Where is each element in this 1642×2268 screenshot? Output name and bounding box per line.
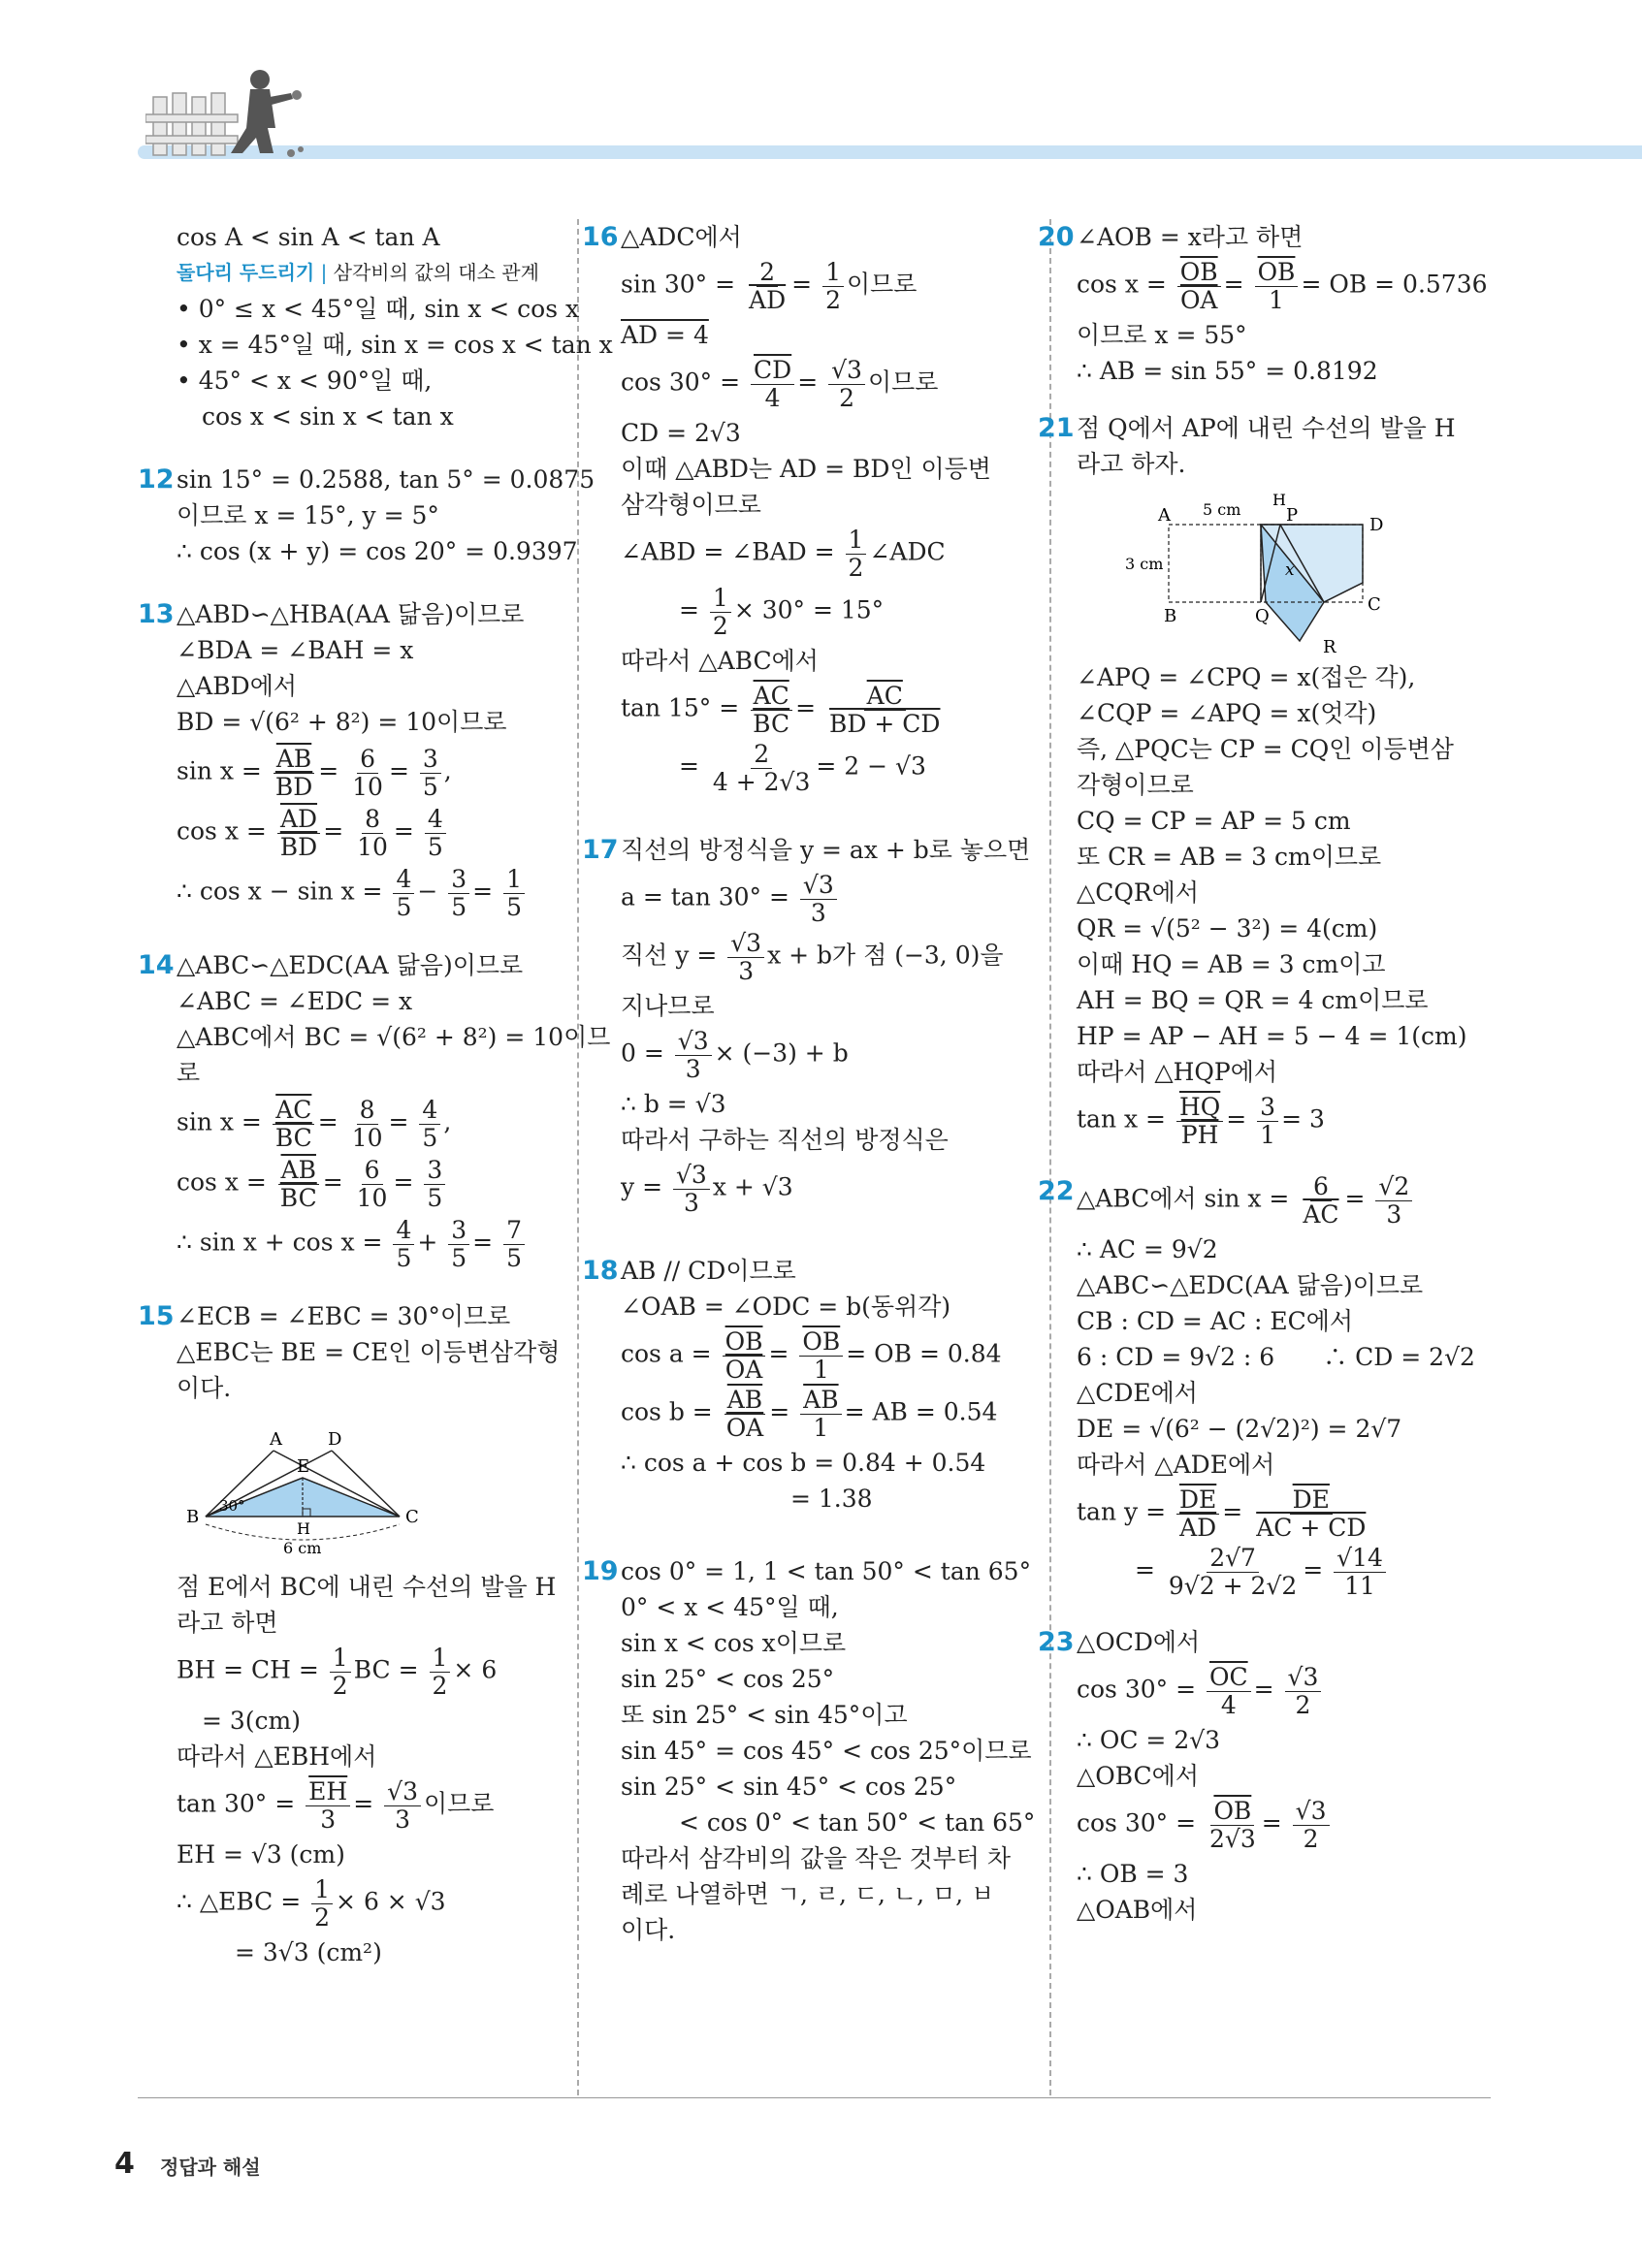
page-number: 4 — [114, 2147, 135, 2181]
text-line: ∴ b = √3 — [621, 1090, 726, 1118]
equation: sin 30° = $\frac{2}{AD}$ = $\frac{1}{2}$ 이므로 — [621, 258, 918, 314]
text-line: sin 45° = cos 45° < cos 25°이므로 — [621, 1737, 1032, 1765]
text-line: 직선의 방정식을 y = ax + b로 놓으면 — [621, 836, 1031, 864]
text-line: ∠BDA = ∠BAH = x — [177, 636, 414, 664]
text-line: △OAB에서 — [1077, 1896, 1198, 1924]
text-line: < cos 0° < tan 50° < tan 65° — [679, 1808, 1036, 1837]
text-line: △ABC∽△EDC(AA 닮음)이므로 — [177, 951, 524, 979]
text-line: 로 — [177, 1059, 201, 1087]
text-line: △OCD에서 — [1077, 1628, 1201, 1656]
text-line: sin x < cos x이므로 — [621, 1629, 847, 1657]
equation: 직선 y = $\frac{√3}{3}$ x + b가 점 (−3, 0)을 — [621, 929, 1004, 985]
column-separator-1 — [577, 219, 579, 2095]
text-line: ∴ AC = 9√2 — [1077, 1235, 1218, 1263]
equation: BH = CH = $\frac{1}{2}$ BC = $\frac{1}{2}$ × 6 — [177, 1644, 498, 1700]
problem-number: 16 — [582, 222, 619, 252]
equation: tan x = $\frac{\overline{HQ}}{PH}$ = $\frac{3}{1}$ = 3 — [1077, 1093, 1325, 1149]
problem-number: 15 — [138, 1301, 175, 1331]
label-A: A — [270, 1429, 282, 1450]
text-line: △ADC에서 — [621, 223, 742, 251]
answer-20 — [1038, 219, 1494, 389]
text-line: cos 0° = 1, 1 < tan 50° < tan 65° — [621, 1557, 1032, 1585]
text-line: AH = BQ = QR = 4 cm이므로 — [1077, 986, 1429, 1014]
text-line: ∠APQ = ∠CPQ = x(접은 각), — [1077, 663, 1416, 691]
equation: tan y = $\frac{\overline{DE}}{AD}$ = $\frac{\overline{DE}}{AC + CD}$ — [1077, 1485, 1367, 1542]
text-line: 삼각형이므로 — [621, 491, 761, 519]
text-line: ∠ECB = ∠EBC = 30°이므로 — [177, 1302, 511, 1330]
text-line: △ABC에서 BC = √(6² + 8²) = 10이므 — [177, 1023, 611, 1051]
label-H: H — [297, 1519, 310, 1538]
text-line: AB // CD이므로 — [621, 1257, 796, 1285]
text-line: CQ = CP = AP = 5 cm — [1077, 807, 1351, 835]
text-line: △ABC∽△EDC(AA 닮음)이므로 — [1077, 1271, 1424, 1299]
equation: cos 30° = $\frac{\overline{OC}}{4}$ = $\frac{√3}{2}$ — [1077, 1664, 1494, 1718]
text-line: 또 CR = AB = 3 cm이므로 — [1077, 843, 1382, 871]
column-3 — [1038, 219, 1494, 1945]
text-line: 점 Q에서 AP에 내린 수선의 발을 H — [1077, 414, 1456, 442]
text-line: sin 15° = 0.2588, tan 5° = 0.0875 — [177, 465, 596, 494]
text-line: 따라서 △EBH에서 — [177, 1742, 377, 1771]
text-line: 이므로 x = 55° — [1077, 321, 1247, 349]
text-line: 이다. — [177, 1374, 232, 1402]
gardener-fence-illustration — [145, 58, 310, 165]
text-line: ∠OAB = ∠ODC = b(동위각) — [621, 1293, 951, 1321]
text-line: 이때 HQ = AB = 3 cm이고 — [1077, 950, 1386, 978]
equation: tan 15° = $\frac{\overline{AC}}{BC}$ = $\frac{\overline{AC}}{BD + CD}$ — [621, 682, 941, 738]
text-line: 따라서 △HQP에서 — [1077, 1058, 1278, 1086]
text-line: BD = √(6² + 8²) = 10이므로 — [177, 708, 507, 736]
equation: cos x = $\frac{\overline{OB}}{OA}$ = $\frac{\overline{OB}}{1}$ = OB = 0.5736 — [1077, 258, 1488, 314]
text-line: ∴ OC = 2√3 — [1077, 1726, 1221, 1754]
text-line: EH = √3 (cm) — [177, 1840, 345, 1869]
equation: cos x = $\frac{\overline{AB}}{BC}$ = $\frac{6}{10}$ = $\frac{3}{5}$ — [177, 1157, 564, 1211]
label-R: R — [1323, 637, 1336, 655]
text-line: △CDE에서 — [1077, 1379, 1198, 1407]
text-line: 이므로 x = 15°, y = 5° — [177, 501, 439, 529]
label-B: B — [186, 1507, 200, 1527]
label-C: C — [405, 1507, 419, 1527]
answer-13 — [138, 596, 564, 921]
problem-number: 23 — [1038, 1627, 1075, 1657]
text-line: DE = √(6² − (2√2)²) = 2√7 — [1077, 1415, 1402, 1443]
tip-item: • 45° < x < 90°일 때, — [177, 367, 433, 395]
problem-number: 22 — [1038, 1176, 1075, 1206]
text-line: sin 25° < cos 25° — [621, 1665, 835, 1693]
answer-16 — [582, 219, 1028, 796]
text-line: 이다. — [621, 1916, 676, 1944]
equation: tan 30° = $\frac{\overline{EH}}{3}$ = $\frac{√3}{3}$ 이므로 — [177, 1777, 495, 1834]
text-line: 라고 하면 — [177, 1609, 278, 1637]
problem-number: 19 — [582, 1556, 619, 1586]
text-line: △EBC는 BE = CE인 이등변삼각형 — [177, 1338, 561, 1366]
equation: cos b = $\frac{\overline{AB}}{OA}$ = $\frac{\overline{AB}}{1}$ = AB = 0.54 — [621, 1386, 998, 1442]
text-line: △ABD∽△HBA(AA 닮음)이므로 — [177, 600, 525, 628]
answer-18 — [582, 1253, 1028, 1517]
text-line: AD = 4 — [621, 321, 709, 349]
answer-17 — [582, 832, 1031, 1217]
problem-number: 17 — [582, 835, 619, 865]
tip-tag: 돌다리 두드리기 — [177, 261, 315, 284]
equation: cos 30° = $\frac{\overline{CD}}{4}$ = $\frac{√3}{2}$ 이므로 — [621, 356, 939, 412]
text-line: △CQR에서 — [1077, 878, 1199, 907]
footer-rule — [138, 2097, 1491, 2098]
column-2 — [582, 219, 1036, 1965]
text-line: = 3(cm) — [202, 1707, 302, 1735]
equation: cos 30° = $\frac{\overline{OB}}{2√3}$ = $\frac{√3}{2}$ — [1077, 1798, 1494, 1852]
problem-number: 13 — [138, 599, 175, 629]
answer-22 — [1038, 1172, 1494, 1600]
label-D: D — [328, 1429, 342, 1450]
label-3cm: 3 cm — [1125, 555, 1164, 573]
text-line: ∴ AB = sin 55° = 0.8192 — [1077, 357, 1378, 385]
label-H: H — [1272, 491, 1286, 509]
tip-title: 삼각비의 값의 대소 관계 — [333, 261, 539, 284]
text-line: ∴ cos (x + y) = cos 20° = 0.9397 — [177, 537, 578, 565]
text-line: CD = 2√3 — [621, 419, 741, 447]
text-line: 즉, △PQC는 CP = CQ인 이등변삼 — [1077, 735, 1454, 763]
text-line: 또 sin 25° < sin 45°이고 — [621, 1701, 908, 1729]
equation: y = $\frac{√3}{3}$ x + √3 — [621, 1161, 793, 1217]
text-line: 따라서 △ADE에서 — [1077, 1451, 1275, 1479]
label-P: P — [1286, 505, 1299, 526]
text-line: QR = √(5² − 3²) = 4(cm) — [1077, 914, 1378, 942]
equation: cos x = $\frac{\overline{AD}}{BD}$ = $\frac{8}{10}$ = $\frac{4}{5}$ — [177, 806, 564, 860]
fold-figure-21 — [1125, 486, 1416, 655]
text-line: 0° < x < 45°일 때, — [621, 1593, 839, 1621]
text-line: sin 25° < sin 45° < cos 25° — [621, 1773, 957, 1801]
text-line: 6 : CD = 9√2 : 6 ∴ CD = 2√2 — [1077, 1343, 1475, 1371]
answer-23 — [1038, 1624, 1494, 1928]
equation: ∴ sin x + cos x = $\frac{4}{5}$ + $\frac{3}{5}$ = $\frac{7}{5}$ — [177, 1217, 564, 1271]
problem-number: 21 — [1038, 413, 1075, 443]
text-line: ∴ OB = 3 — [1077, 1860, 1189, 1888]
equation: sin x = $\frac{\overline{AB}}{BD}$ = $\frac{6}{10}$ = $\frac{3}{5}$ , — [177, 745, 452, 801]
text-line: = 3√3 (cm²) — [235, 1938, 382, 1966]
text-line: 각형이므로 — [1077, 771, 1194, 799]
text-line: ∠AOB = x라고 하면 — [1077, 223, 1304, 251]
tip-item: cos x < sin x < tan x — [202, 402, 454, 431]
text-line: 지나므로 — [621, 992, 715, 1020]
label-A: A — [1158, 505, 1171, 526]
header-band — [138, 145, 1642, 159]
answer-14 — [138, 947, 611, 1272]
text-line: = 1.38 — [790, 1485, 873, 1513]
label-D: D — [1369, 515, 1384, 535]
text-line: △OBC에서 — [1077, 1762, 1199, 1790]
equation: 0 = $\frac{√3}{3}$ × (−3) + b — [621, 1027, 849, 1083]
equation: = $\frac{1}{2}$ × 30° = 15° — [679, 584, 885, 640]
label-C: C — [1368, 594, 1381, 615]
text-line: HP = AP − AH = 5 − 4 = 1(cm) — [1077, 1022, 1467, 1050]
text-line: 따라서 구하는 직선의 방정식은 — [621, 1126, 949, 1154]
equation: sin x = $\frac{\overline{AC}}{BC}$ = $\frac{8}{10}$ = $\frac{4}{5}$ , — [177, 1096, 452, 1152]
tip-item: • 0° ≤ x < 45°일 때, sin x < cos x — [177, 295, 580, 323]
text-line: ∴ cos a + cos b = 0.84 + 0.54 — [621, 1449, 986, 1477]
equation: ∴ △EBC = $\frac{1}{2}$ × 6 × √3 — [177, 1875, 446, 1932]
text-line: ∠CQP = ∠APQ = x(엇각) — [1077, 699, 1377, 727]
triangle-figure-15 — [177, 1410, 429, 1565]
text-line: 라고 하자. — [1077, 450, 1186, 478]
equation: cos a = $\frac{\overline{OB}}{OA}$ = $\frac{\overline{OB}}{1}$ = OB = 0.84 — [621, 1327, 1002, 1384]
equation: ∠ABD = ∠BAD = $\frac{1}{2}$ ∠ADC — [621, 526, 946, 582]
problem-number: 12 — [138, 464, 175, 495]
column-separator-2 — [1049, 219, 1051, 2095]
text-line: CB : CD = AC : EC에서 — [1077, 1307, 1354, 1335]
equation: = $\frac{2√7}{9√2 + 2√2}$ = $\frac{√14}{11}$ — [1077, 1545, 1494, 1599]
tip-item: • x = 45°일 때, sin x = cos x < tan x — [177, 331, 613, 359]
text-line: 따라서 삼각비의 값을 작은 것부터 차 — [621, 1844, 1011, 1872]
text-line: 이때 △ABD는 AD = BD인 이등변 — [621, 455, 991, 483]
problem-number: 20 — [1038, 222, 1075, 252]
label-5cm: 5 cm — [1203, 500, 1241, 519]
text-line: ∠ABC = ∠EDC = x — [177, 987, 413, 1015]
equation: ∴ cos x − sin x = $\frac{4}{5}$ − $\frac{3}{5}$ = $\frac{1}{5}$ — [177, 866, 564, 920]
problem-number: 18 — [582, 1256, 619, 1286]
text-line: cos A < sin A < tan A — [177, 223, 440, 251]
footer-label: 정답과 해설 — [160, 2156, 261, 2179]
problem-number: 14 — [138, 950, 175, 980]
label-E: E — [297, 1456, 310, 1477]
tip-heading: 돌다리 두드리기 | 삼각비의 값의 대소 관계 — [177, 261, 539, 284]
text-line: 례로 나열하면 ㄱ, ㄹ, ㄷ, ㄴ, ㅁ, ㅂ — [621, 1880, 995, 1908]
answer-19 — [582, 1553, 1036, 1948]
label-Q: Q — [1255, 606, 1270, 626]
label-x: x — [1285, 560, 1295, 580]
answer-15 — [138, 1298, 564, 1970]
equation: = $\frac{2}{4 + 2√3}$ = 2 − √3 — [679, 740, 926, 796]
label-B: B — [1164, 606, 1177, 626]
text-line: 점 E에서 BC에 내린 수선의 발을 H — [177, 1573, 557, 1601]
answer-12 — [138, 462, 596, 569]
text-line: △ABD에서 — [177, 672, 297, 700]
equation: a = tan 30° = $\frac{√3}{3}$ — [621, 872, 1028, 926]
equation: △ABC에서 sin x = $\frac{6}{AC}$ = $\frac{√2}{3}$ — [1077, 1173, 1494, 1228]
label-length: 6 cm — [283, 1539, 322, 1557]
answer-21 — [1038, 410, 1494, 1149]
label-angle: 30° — [219, 1497, 245, 1515]
text-line: 따라서 △ABC에서 — [621, 647, 819, 675]
